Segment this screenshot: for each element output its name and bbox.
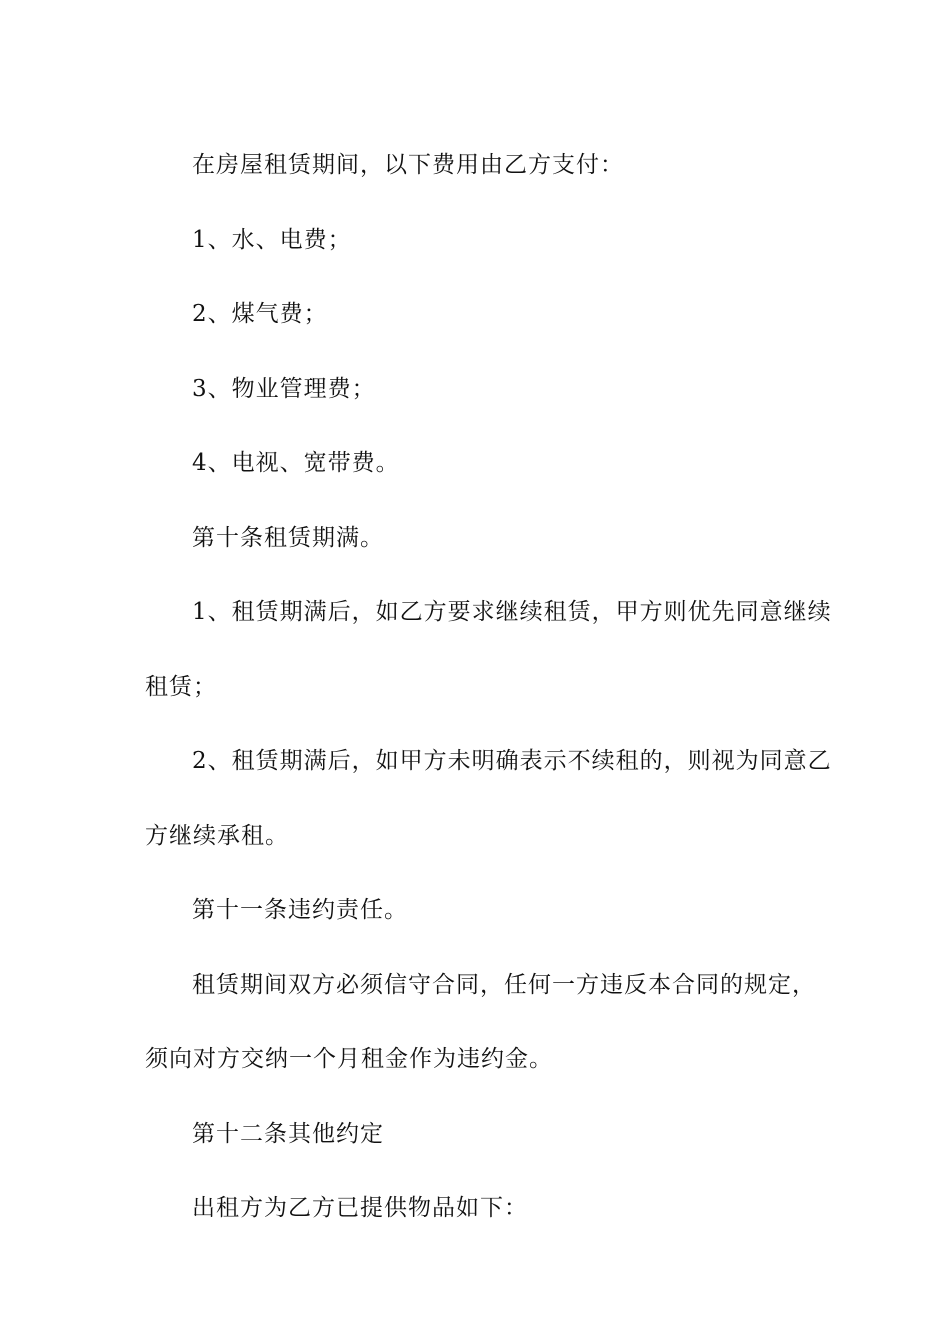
paragraph-article-11-body: 租赁期间双方必须信守合同，任何一方违反本合同的规定，须向对方交纳一个月租金作为违约金。 xyxy=(145,971,816,1072)
article-10-heading: 第十条租赁期满。 xyxy=(192,524,384,551)
paragraph-article-10-item-2: 2、租赁期满后，如甲方未明确表示不续租的，则视为同意乙方继续承租。 xyxy=(145,748,832,849)
paragraph-fee-item-1: 1、水、电费； xyxy=(192,226,352,253)
paragraph-fee-item-2: 2、煤气费； xyxy=(192,301,328,327)
paragraph-fee-item-4: 4、电视、宽带费。 xyxy=(192,450,400,476)
article-11-heading: 第十一条违约责任。 xyxy=(192,897,408,923)
article-12-heading: 第十二条其他约定 xyxy=(192,1120,384,1147)
paragraph-fee-item-3: 3、物业管理费； xyxy=(192,375,376,402)
paragraph-fees-intro: 在房屋租赁期间，以下费用由乙方支付： xyxy=(192,152,624,178)
document-body xyxy=(145,128,835,1246)
paragraph-article-10-item-1: 1、租赁期满后，如乙方要求继续租赁，甲方则优先同意继续租赁； xyxy=(145,599,832,700)
paragraph-article-12-body: 出租方为乙方已提供物品如下： xyxy=(192,1195,528,1221)
